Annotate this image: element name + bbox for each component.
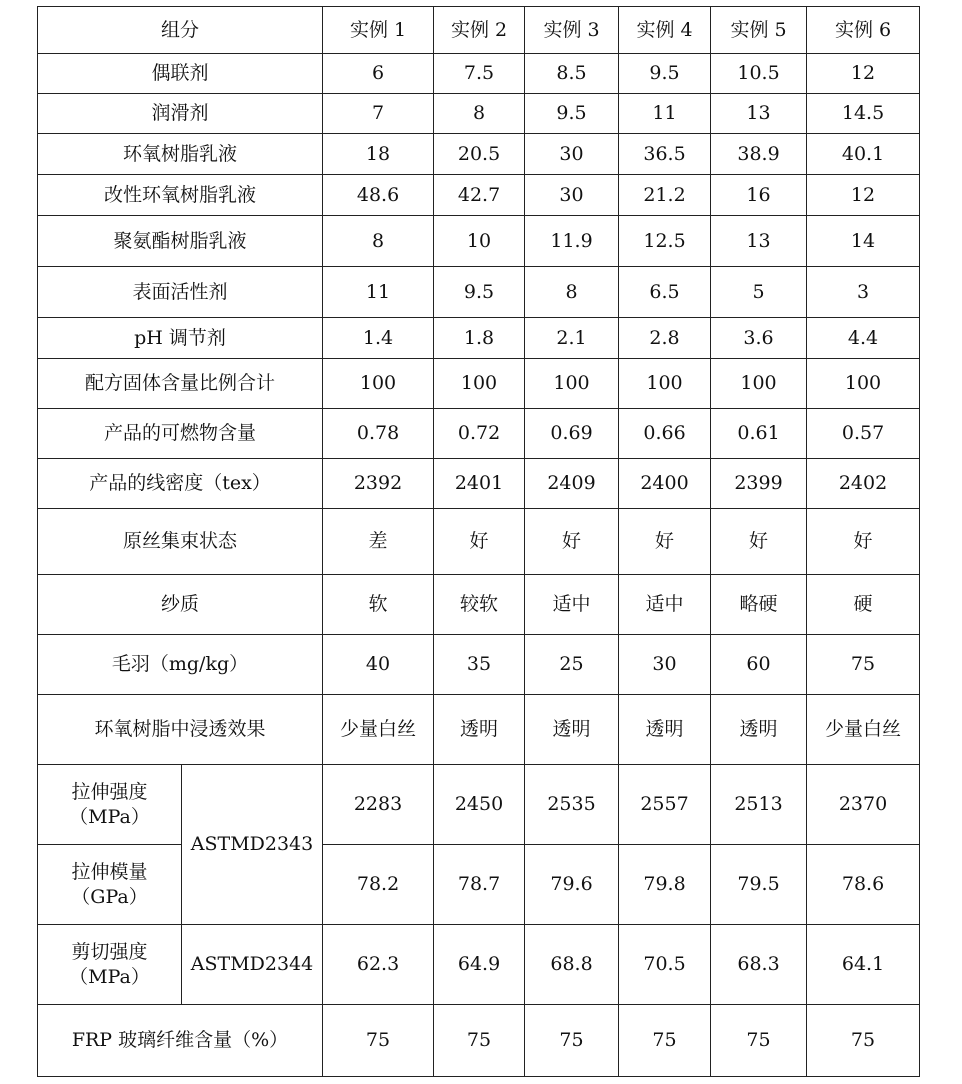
header-row (38, 7, 920, 54)
cell-value: 70.5 (619, 925, 711, 1005)
tensile-modulus-row (38, 845, 920, 925)
cell-value: 60 (711, 635, 807, 695)
frp-row (38, 1005, 920, 1077)
cell-value: 少量白丝 (807, 695, 920, 765)
cell-value: 11.9 (525, 216, 619, 267)
cell-value: 2.8 (619, 318, 711, 359)
cell-value: 78.2 (323, 845, 434, 925)
cell-value: 2392 (323, 459, 434, 509)
cell-value: 2409 (525, 459, 619, 509)
row-label: 纱质 (38, 575, 323, 635)
formulation-table (37, 6, 920, 1077)
shear-strength-row (38, 925, 920, 1005)
cell-value: 38.9 (711, 134, 807, 175)
cell-value: 透明 (619, 695, 711, 765)
cell-value: 适中 (525, 575, 619, 635)
cell-value: 0.72 (434, 409, 525, 459)
row-label: 改性环氧树脂乳液 (38, 175, 323, 216)
cell-value: 25 (525, 635, 619, 695)
header-component: 组分 (38, 7, 323, 54)
cell-value: 75 (807, 635, 920, 695)
cell-value: 79.6 (525, 845, 619, 925)
cell-value: 12.5 (619, 216, 711, 267)
cell-value: 75 (711, 1005, 807, 1077)
table-row (38, 575, 920, 635)
cell-value: 78.6 (807, 845, 920, 925)
cell-value: 13 (711, 94, 807, 134)
cell-value: 好 (711, 509, 807, 575)
cell-value: 62.3 (323, 925, 434, 1005)
cell-value: 硬 (807, 575, 920, 635)
cell-value: 6 (323, 54, 434, 94)
table-row (38, 509, 920, 575)
cell-value: 30 (619, 635, 711, 695)
cell-value: 12 (807, 175, 920, 216)
cell-value: 2399 (711, 459, 807, 509)
cell-value: 30 (525, 175, 619, 216)
cell-value: 2283 (323, 765, 434, 845)
table-row (38, 216, 920, 267)
cell-value: 40.1 (807, 134, 920, 175)
table-row (38, 175, 920, 216)
cell-value: 8 (323, 216, 434, 267)
tensile-modulus-label: 拉伸模量 （GPa） (38, 845, 182, 925)
tensile-strength-label: 拉伸强度 （MPa） (38, 765, 182, 845)
cell-value: 9.5 (434, 267, 525, 318)
cell-value: 36.5 (619, 134, 711, 175)
row-label: pH 调节剂 (38, 318, 323, 359)
cell-value: 较软 (434, 575, 525, 635)
table-row (38, 695, 920, 765)
header-example-2: 实例 2 (434, 7, 525, 54)
cell-value: 0.66 (619, 409, 711, 459)
cell-value: 0.69 (525, 409, 619, 459)
shear-strength-label: 剪切强度 （MPa） (38, 925, 182, 1005)
cell-value: 79.5 (711, 845, 807, 925)
cell-value: 2.1 (525, 318, 619, 359)
header-example-3: 实例 3 (525, 7, 619, 54)
cell-value: 100 (711, 359, 807, 409)
cell-value: 18 (323, 134, 434, 175)
table-row (38, 409, 920, 459)
row-label: 润滑剂 (38, 94, 323, 134)
cell-value: 略硬 (711, 575, 807, 635)
cell-value: 21.2 (619, 175, 711, 216)
cell-value: 2401 (434, 459, 525, 509)
cell-value: 透明 (525, 695, 619, 765)
cell-value: 79.8 (619, 845, 711, 925)
cell-value: 7.5 (434, 54, 525, 94)
cell-value: 68.3 (711, 925, 807, 1005)
cell-value: 2513 (711, 765, 807, 845)
cell-value: 1.8 (434, 318, 525, 359)
cell-value: 100 (323, 359, 434, 409)
table-row (38, 54, 920, 94)
cell-value: 好 (434, 509, 525, 575)
cell-value: 40 (323, 635, 434, 695)
cell-value: 8 (525, 267, 619, 318)
cell-value: 12 (807, 54, 920, 94)
cell-value: 100 (619, 359, 711, 409)
cell-value: 10 (434, 216, 525, 267)
table-row (38, 359, 920, 409)
row-label: 环氧树脂中浸透效果 (38, 695, 323, 765)
table-row (38, 94, 920, 134)
cell-value: 适中 (619, 575, 711, 635)
cell-value: 75 (434, 1005, 525, 1077)
cell-value: 100 (434, 359, 525, 409)
table-row (38, 318, 920, 359)
cell-value: 好 (807, 509, 920, 575)
row-label: 产品的可燃物含量 (38, 409, 323, 459)
cell-value: 6.5 (619, 267, 711, 318)
cell-value: 11 (323, 267, 434, 318)
row-label: 偶联剂 (38, 54, 323, 94)
cell-value: 14.5 (807, 94, 920, 134)
row-label: 环氧树脂乳液 (38, 134, 323, 175)
cell-value: 64.1 (807, 925, 920, 1005)
cell-value: 0.78 (323, 409, 434, 459)
cell-value: 10.5 (711, 54, 807, 94)
cell-value: 16 (711, 175, 807, 216)
row-label: 产品的线密度（tex） (38, 459, 323, 509)
cell-value: 1.4 (323, 318, 434, 359)
standard-astmd2344: ASTMD2344 (182, 925, 323, 1005)
cell-value: 5 (711, 267, 807, 318)
cell-value: 7 (323, 94, 434, 134)
table-row (38, 134, 920, 175)
header-example-1: 实例 1 (323, 7, 434, 54)
standard-astmd2343: ASTMD2343 (182, 765, 323, 925)
cell-value: 好 (619, 509, 711, 575)
cell-value: 差 (323, 509, 434, 575)
cell-value: 2535 (525, 765, 619, 845)
cell-value: 2402 (807, 459, 920, 509)
cell-value: 好 (525, 509, 619, 575)
cell-value: 35 (434, 635, 525, 695)
cell-value: 2557 (619, 765, 711, 845)
row-label: 毛羽（mg/kg） (38, 635, 323, 695)
cell-value: 64.9 (434, 925, 525, 1005)
cell-value: 2450 (434, 765, 525, 845)
table-row (38, 459, 920, 509)
cell-value: 11 (619, 94, 711, 134)
row-label: 配方固体含量比例合计 (38, 359, 323, 409)
cell-value: 78.7 (434, 845, 525, 925)
cell-value: 0.57 (807, 409, 920, 459)
cell-value: 20.5 (434, 134, 525, 175)
cell-value: 8.5 (525, 54, 619, 94)
cell-value: 68.8 (525, 925, 619, 1005)
cell-value: 75 (323, 1005, 434, 1077)
header-example-4: 实例 4 (619, 7, 711, 54)
cell-value: 75 (807, 1005, 920, 1077)
cell-value: 42.7 (434, 175, 525, 216)
cell-value: 少量白丝 (323, 695, 434, 765)
cell-value: 9.5 (619, 54, 711, 94)
cell-value: 13 (711, 216, 807, 267)
header-example-5: 实例 5 (711, 7, 807, 54)
header-example-6: 实例 6 (807, 7, 920, 54)
cell-value: 2370 (807, 765, 920, 845)
row-label: 聚氨酯树脂乳液 (38, 216, 323, 267)
cell-value: 8 (434, 94, 525, 134)
cell-value: 3.6 (711, 318, 807, 359)
frp-label: FRP 玻璃纤维含量（%） (38, 1005, 323, 1077)
cell-value: 14 (807, 216, 920, 267)
cell-value: 0.61 (711, 409, 807, 459)
cell-value: 3 (807, 267, 920, 318)
cell-value: 75 (525, 1005, 619, 1077)
cell-value: 30 (525, 134, 619, 175)
cell-value: 透明 (434, 695, 525, 765)
row-label: 原丝集束状态 (38, 509, 323, 575)
cell-value: 透明 (711, 695, 807, 765)
cell-value: 48.6 (323, 175, 434, 216)
cell-value: 9.5 (525, 94, 619, 134)
cell-value: 4.4 (807, 318, 920, 359)
cell-value: 100 (525, 359, 619, 409)
cell-value: 2400 (619, 459, 711, 509)
table-row (38, 267, 920, 318)
row-label: 表面活性剂 (38, 267, 323, 318)
cell-value: 软 (323, 575, 434, 635)
cell-value: 100 (807, 359, 920, 409)
table-row (38, 635, 920, 695)
tensile-strength-row (38, 765, 920, 845)
cell-value: 75 (619, 1005, 711, 1077)
